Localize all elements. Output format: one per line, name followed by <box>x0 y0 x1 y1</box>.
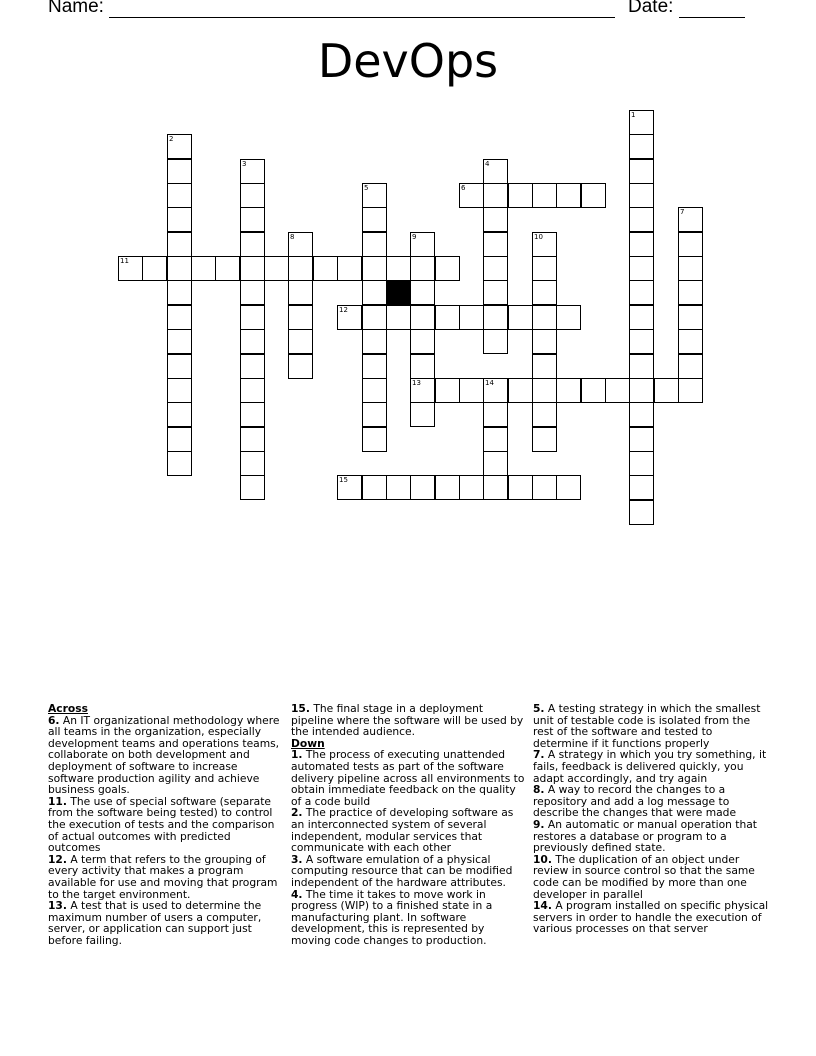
crossword-cell[interactable] <box>288 280 313 305</box>
clue-number: 3 <box>242 160 247 168</box>
crossword-cell[interactable] <box>167 378 192 403</box>
clue-number: 8 <box>290 233 295 241</box>
crossword-cell[interactable] <box>629 134 654 159</box>
crossword-cell[interactable] <box>410 280 435 305</box>
crossword-cell[interactable] <box>629 378 654 403</box>
clue-number: 10 <box>534 233 543 241</box>
crossword-cell[interactable] <box>629 256 654 281</box>
crossword-cell[interactable] <box>288 354 313 379</box>
clue-number: 13 <box>412 379 421 387</box>
crossword-cell[interactable] <box>362 329 387 354</box>
crossword-cell[interactable] <box>629 500 654 525</box>
clue-down-3: 3. A software emulation of a physical computing resource that can be modified independent of the hardware attributes. <box>291 852 513 889</box>
crossword-cell[interactable] <box>435 475 460 500</box>
clue-number: 6 <box>461 184 466 192</box>
crossword-cell[interactable] <box>410 475 435 500</box>
crossword-cell[interactable] <box>167 256 192 281</box>
crossword-cell[interactable] <box>532 280 557 305</box>
crossword-cell[interactable] <box>629 207 654 232</box>
crossword-cell[interactable] <box>386 256 411 281</box>
clue-number: 1 <box>631 111 636 119</box>
clue-number: 7 <box>680 208 685 216</box>
crossword-cell[interactable] <box>240 256 265 281</box>
crossword-cell[interactable] <box>483 475 508 500</box>
crossword-cell[interactable] <box>410 402 435 427</box>
crossword-cell[interactable] <box>629 232 654 257</box>
crossword-cell[interactable] <box>240 427 265 452</box>
crossword-cell[interactable] <box>240 280 265 305</box>
crossword-cell[interactable] <box>288 305 313 330</box>
crossword-cell[interactable] <box>678 305 703 330</box>
clue-number: 2 <box>169 135 174 143</box>
crossword-cell[interactable] <box>337 256 362 281</box>
name-label: Name: <box>48 0 104 17</box>
crossword-cell[interactable] <box>629 354 654 379</box>
crossword-cell[interactable] <box>167 402 192 427</box>
crossword-cell[interactable] <box>532 329 557 354</box>
crossword-cell[interactable] <box>556 183 581 208</box>
crossword-cell[interactable] <box>435 378 460 403</box>
crossword-cell[interactable] <box>167 354 192 379</box>
crossword-cell[interactable] <box>410 256 435 281</box>
crossword-cell[interactable] <box>508 475 533 500</box>
crossword-cell[interactable] <box>240 475 265 500</box>
clue-across-11: 11. The use of special software (separate from the software being tested) to control the execution of tests and the comparison of actual outcomes with predicted outcomes <box>48 794 275 855</box>
crossword-cell[interactable] <box>483 305 508 330</box>
crossword-cell[interactable] <box>581 183 606 208</box>
crossword-cell[interactable] <box>629 329 654 354</box>
clue-down-9: 9. An automatic or manual operation that restores a database or program to a previously defined state. <box>533 817 758 855</box>
crossword-cell[interactable] <box>532 402 557 427</box>
clue-across-6: 6. An IT organizational methodology where all teams in the organization, especially development teams and operations teams, collaborate on both development and deployment of software to increase software production agility and achieve business goals. <box>48 713 280 797</box>
crossword-cell[interactable] <box>605 378 630 403</box>
crossword-cell[interactable] <box>483 329 508 354</box>
crossword-cell[interactable] <box>435 305 460 330</box>
crossword-cell[interactable] <box>288 256 313 281</box>
crossword-cell[interactable] <box>556 305 581 330</box>
crossword-cell[interactable] <box>532 427 557 452</box>
crossword-cell[interactable] <box>362 256 387 281</box>
crossword-cell[interactable] <box>167 329 192 354</box>
clue-across-13: 13. A test that is used to determine the maximum number of users a computer, server, or application can support just before failing. <box>48 899 262 947</box>
crossword-cell[interactable] <box>629 183 654 208</box>
crossword-cell[interactable] <box>532 378 557 403</box>
crossword-cell[interactable] <box>629 305 654 330</box>
crossword-cell[interactable] <box>240 232 265 257</box>
clue-down-7: 7. A strategy in which you try something, it fails, feedback is delivered quickly, you adapt accordingly, and try again <box>533 748 767 785</box>
crossword-cell[interactable] <box>459 305 484 330</box>
clue-number: 4 <box>485 160 490 168</box>
crossword-cell[interactable] <box>678 280 703 305</box>
crossword-cell[interactable] <box>362 354 387 379</box>
clue-down-4: 4. The time it takes to move work in progress (WIP) to a finished state in a manufacturing plant. In software development, this is represented by moving code changes to production. <box>291 887 493 947</box>
clues-column-1 <box>48 703 284 946</box>
clues-column-3 <box>533 703 769 935</box>
crossword-cell[interactable] <box>629 451 654 476</box>
crossword-cell[interactable] <box>240 378 265 403</box>
clue-down-10: 10. The duplication of an object under review in source control so that the same code can be modified by more than one developer in parallel <box>533 852 755 901</box>
crossword-cell[interactable] <box>629 475 654 500</box>
crossword-cell[interactable] <box>240 402 265 427</box>
clue-down-1: 1. The process of executing unattended automated tests as part of the software delivery pipeline across all environments to obtain immediate feedback on the quality of a code build <box>291 748 525 808</box>
page-title: DevOps <box>317 34 499 88</box>
crossword-cell[interactable] <box>264 256 289 281</box>
crossword-cell[interactable] <box>167 159 192 184</box>
crossword-cell[interactable] <box>167 207 192 232</box>
crossword-cell[interactable] <box>240 451 265 476</box>
crossword-cell[interactable] <box>362 427 387 452</box>
crossword-cell[interactable] <box>410 354 435 379</box>
crossword-cell[interactable] <box>556 378 581 403</box>
crossword-cell[interactable] <box>215 256 240 281</box>
crossword-cell[interactable] <box>678 354 703 379</box>
crossword-cell[interactable] <box>240 305 265 330</box>
crossword-cell[interactable] <box>508 183 533 208</box>
crossword-cell[interactable] <box>167 280 192 305</box>
crossword-cell[interactable] <box>532 256 557 281</box>
clue-number: 15 <box>339 476 348 484</box>
clue-across-15: 15. The final stage in a deployment pipeline where the software will be used by the intended audience. <box>291 702 524 739</box>
crossword-cell[interactable] <box>532 183 557 208</box>
crossword-cell[interactable] <box>191 256 216 281</box>
clues-column-2 <box>291 703 527 946</box>
crossword-cell[interactable] <box>167 451 192 476</box>
down-heading: Down <box>291 736 325 750</box>
clue-number: 5 <box>364 184 369 192</box>
crossword-cell[interactable] <box>532 475 557 500</box>
crossword-cell[interactable] <box>556 475 581 500</box>
crossword-cell[interactable] <box>508 378 533 403</box>
crossword-cell[interactable] <box>483 427 508 452</box>
clue-down-2: 2. The practice of developing software as an interconnected system of several independent, modular services that communicate with each other <box>291 806 514 855</box>
crossword-cell[interactable] <box>629 427 654 452</box>
crossword-cell[interactable] <box>167 427 192 452</box>
crossword-cell[interactable] <box>410 329 435 354</box>
clue-down-14: 14. A program installed on specific physical servers in order to handle the execution of various processes on that server <box>533 899 769 936</box>
crossword-cell[interactable] <box>483 207 508 232</box>
crossword-cell[interactable] <box>532 354 557 379</box>
clue-number: 12 <box>339 306 348 314</box>
clue-across-12: 12. A term that refers to the grouping of every activity that makes a program available for use and moving that program to the target environment. <box>48 852 278 901</box>
crossword-cell[interactable] <box>508 305 533 330</box>
crossword-cell[interactable] <box>435 256 460 281</box>
black-square <box>386 280 411 305</box>
crossword-cell[interactable] <box>678 256 703 281</box>
crossword-cell[interactable] <box>678 232 703 257</box>
across-heading: Across <box>48 702 88 715</box>
date-label: Date: <box>628 0 674 17</box>
clue-number: 11 <box>120 257 129 265</box>
crossword-cell[interactable] <box>654 378 679 403</box>
crossword-cell[interactable] <box>629 402 654 427</box>
clue-number: 9 <box>412 233 417 241</box>
crossword-cell[interactable] <box>167 232 192 257</box>
crossword-cell[interactable] <box>386 475 411 500</box>
crossword-cell[interactable] <box>167 183 192 208</box>
crossword-cell[interactable] <box>678 329 703 354</box>
crossword-cell[interactable] <box>142 256 167 281</box>
crossword-cell[interactable] <box>410 305 435 330</box>
clue-down-8: 8. A way to record the changes to a repository and add a log message to describe the changes that were made <box>533 783 737 820</box>
crossword-cell[interactable] <box>240 329 265 354</box>
crossword-cell[interactable] <box>483 451 508 476</box>
crossword-cell[interactable] <box>362 402 387 427</box>
clue-down-5: 5. A testing strategy in which the smallest unit of testable code is isolated from the rest of the software and tested to determine if it functions properly <box>533 702 761 750</box>
crossword-cell[interactable] <box>362 207 387 232</box>
crossword-cell[interactable] <box>240 354 265 379</box>
crossword-cell[interactable] <box>313 256 338 281</box>
crossword-cell[interactable] <box>483 183 508 208</box>
crossword-cell[interactable] <box>167 305 192 330</box>
crossword-cell[interactable] <box>483 402 508 427</box>
crossword-cell[interactable] <box>483 280 508 305</box>
crossword-cell[interactable] <box>581 378 606 403</box>
crossword-cell[interactable] <box>532 305 557 330</box>
crossword-cell[interactable] <box>240 207 265 232</box>
crossword-cell[interactable] <box>459 475 484 500</box>
crossword-cell[interactable] <box>288 329 313 354</box>
crossword-cell[interactable] <box>386 305 411 330</box>
crossword-cell[interactable] <box>678 378 703 403</box>
crossword-cell[interactable] <box>483 256 508 281</box>
crossword-cell[interactable] <box>362 475 387 500</box>
crossword-cell[interactable] <box>459 378 484 403</box>
crossword-cell[interactable] <box>362 305 387 330</box>
crossword-cell[interactable] <box>483 232 508 257</box>
crossword-cell[interactable] <box>362 280 387 305</box>
crossword-cell[interactable] <box>629 280 654 305</box>
crossword-cell[interactable] <box>362 232 387 257</box>
crossword-cell[interactable] <box>240 183 265 208</box>
clue-number: 14 <box>485 379 494 387</box>
crossword-cell[interactable] <box>362 378 387 403</box>
crossword-cell[interactable] <box>629 159 654 184</box>
